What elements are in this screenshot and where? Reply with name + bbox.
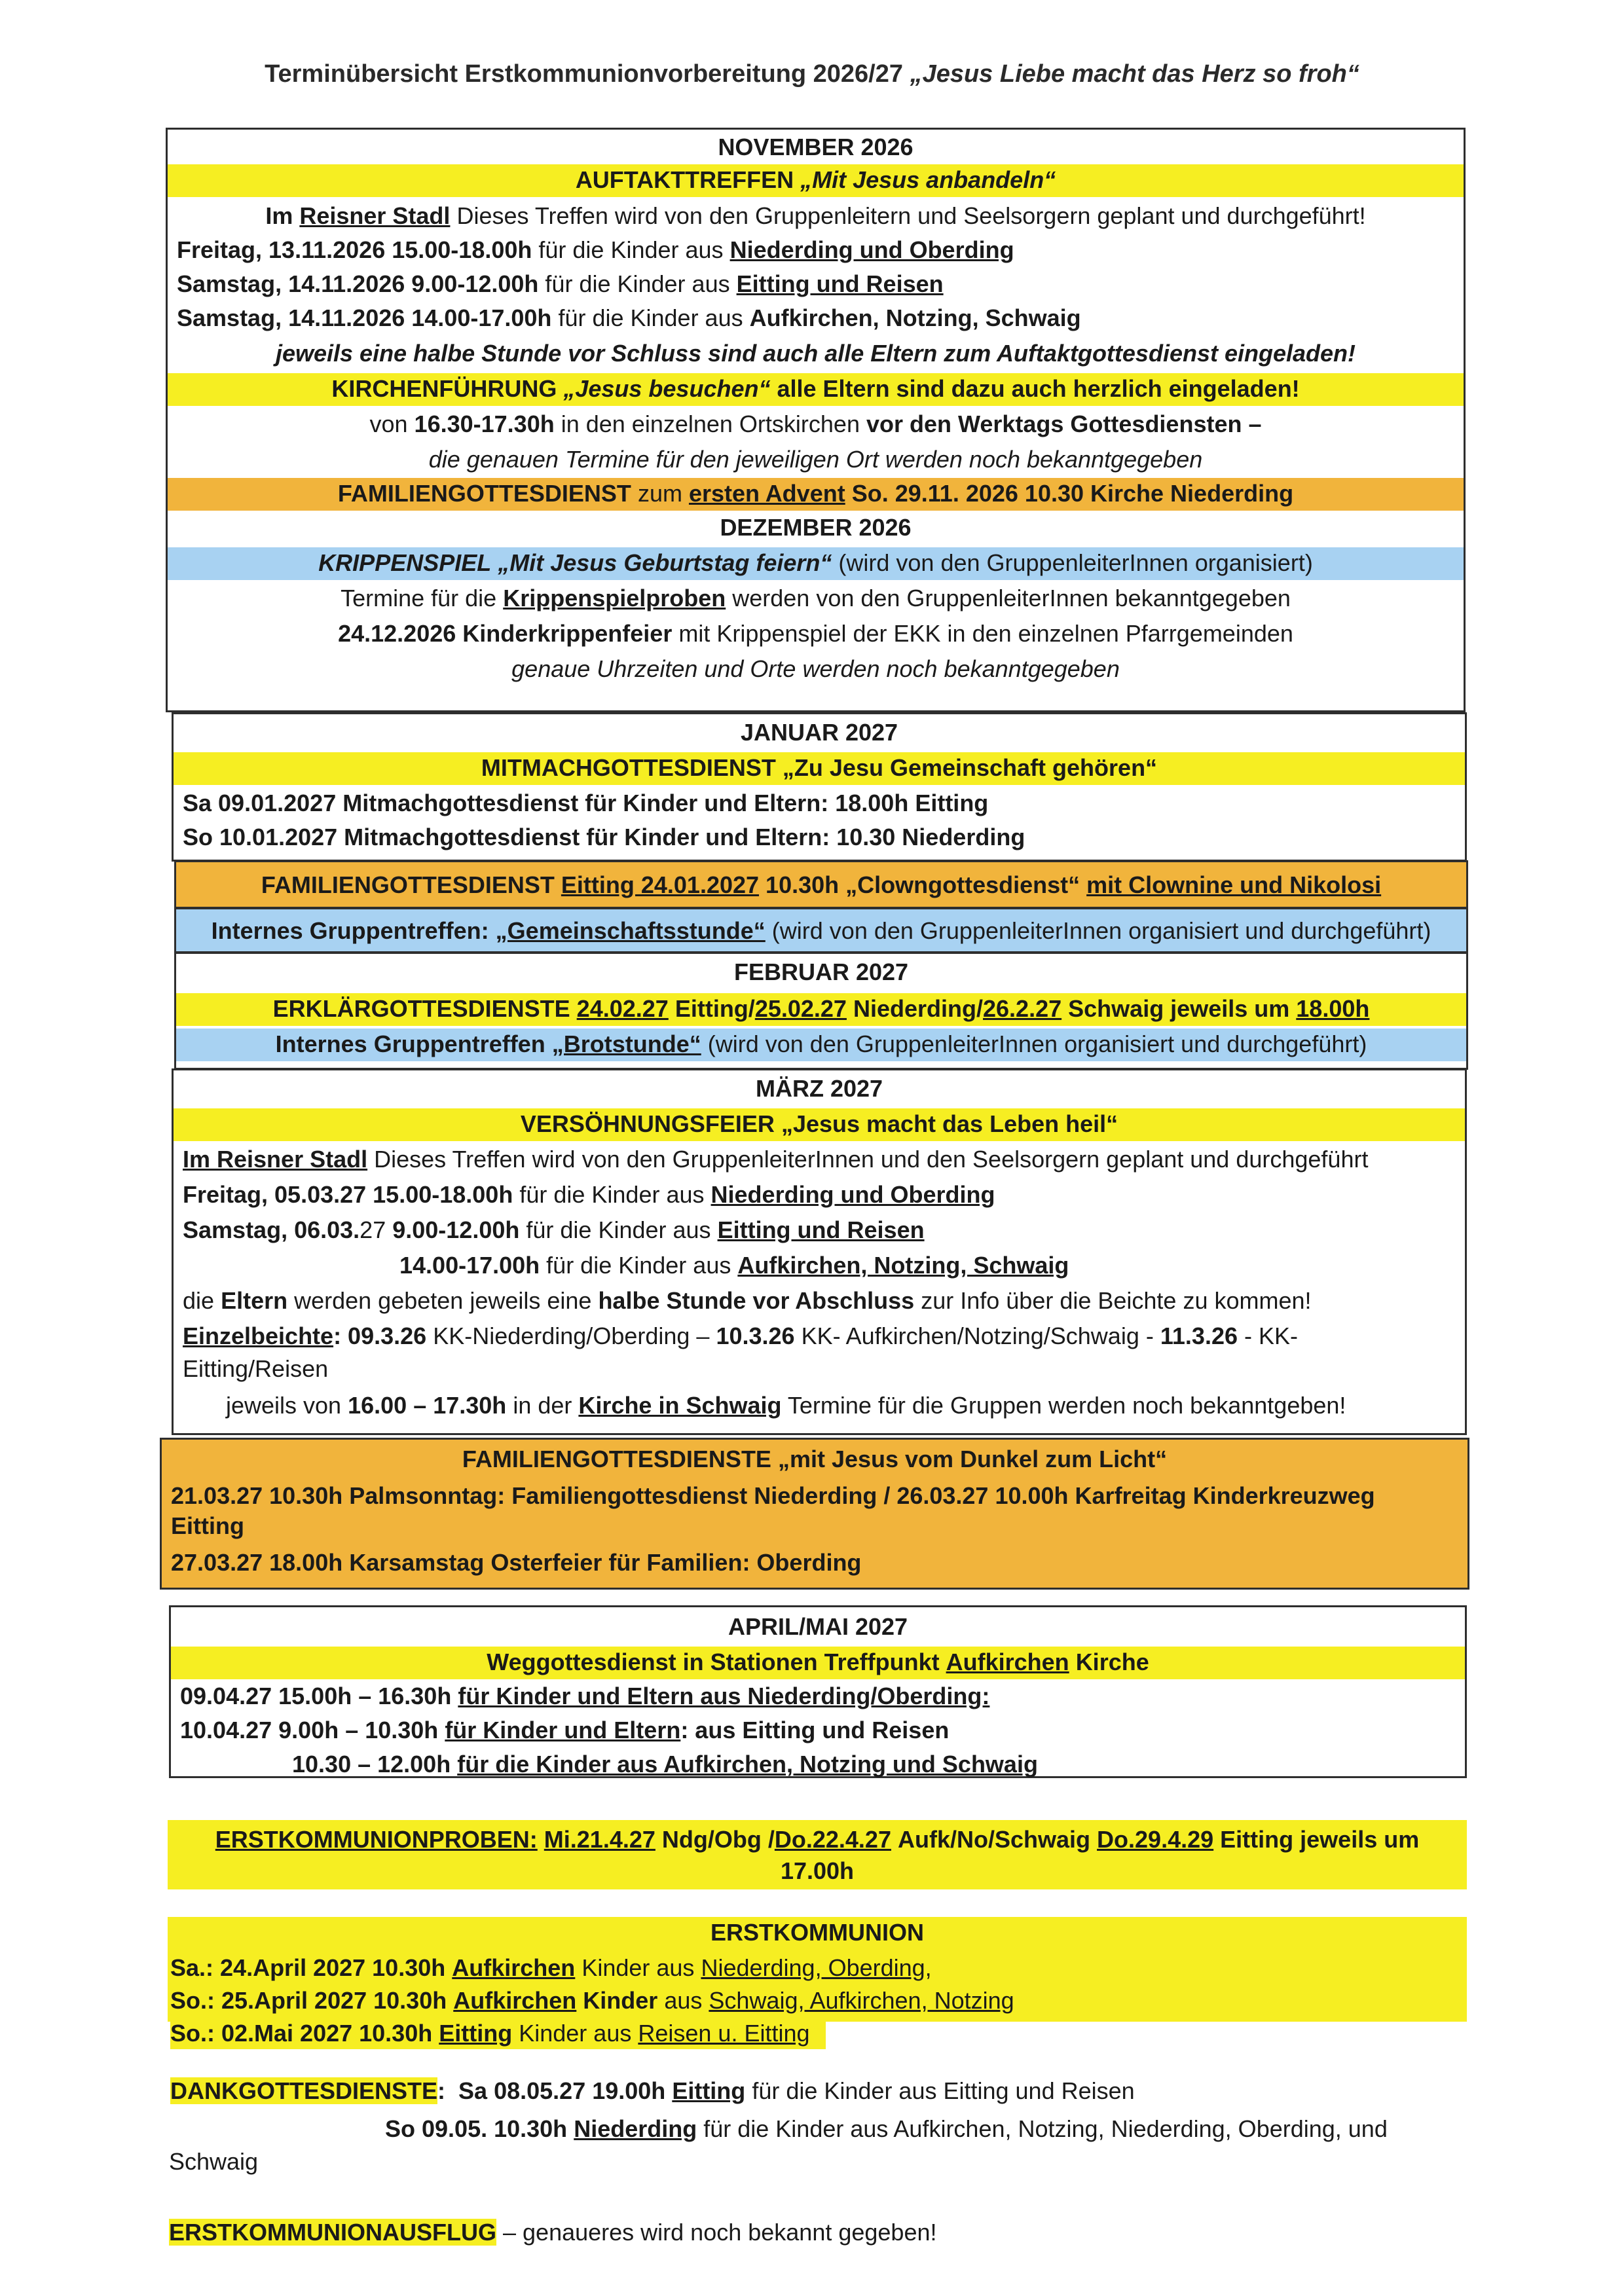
title-motto: „Jesus Liebe macht das Herz so froh“ (910, 60, 1359, 88)
month-heading: FEBRUAR 2027 (733, 958, 909, 985)
versoehnung-date-1: Freitag, 05.03.27 15.00-18.00h für die Kinder aus Niederding und Oberding (183, 1181, 995, 1208)
maerz-section (172, 1068, 1467, 1435)
family-service-text: FAMILIENGOTTESDIENST Eitting 24.01.2027 10.30h „Clowngottesdienst“ mit Clownine und Nikolosi (261, 871, 1382, 898)
dankgottesdienst-2: So 09.05. 10.30h Niederding für die Kinder aus Aufkirchen, Notzing, Niederding, Oberding, und (385, 2115, 1388, 2142)
weggottesdienst-heading: Weggottesdienst in Stationen Treffpunkt Aufkirchen Kirche (171, 1647, 1465, 1679)
krippenspiel-heading: KRIPPENSPIEL „Mit Jesus Geburtstag feiern“ (wird von den GruppenleiterInnen organisiert) (168, 547, 1464, 580)
versoehnung-date-3: 14.00-17.00h für die Kinder aus Aufkirchen, Notzing, Schwaig (399, 1252, 1069, 1279)
auftakt-date-1: Freitag, 13.11.2026 15.00-18.00h für die Kinder aus Niederding und Oberding (177, 236, 1014, 263)
versoehnung-date-2: Samstag, 06.03.27 9.00-12.00h für die Kinder aus Eitting und Reisen (183, 1216, 925, 1243)
advent-family-service: FAMILIENGOTTESDIENST zum ersten Advent So. 29.11. 2026 10.30 Kirche Niederding (168, 478, 1464, 511)
erstkommunion-date-3: So.: 02.Mai 2027 10.30h Eitting Kinder aus Reisen u. Eitting (170, 2018, 826, 2049)
versoehnung-parents: die Eltern werden gebeten jeweils eine halbe Stunde vor Abschluss zur Info über die Beichte zu kommen! (183, 1287, 1312, 1314)
kinderkrippenfeier: 24.12.2026 Kinderkrippenfeier mit Krippenspiel der EKK in den einzelnen Pfarrgemeinden (338, 620, 1293, 647)
month-heading: JANUAR 2027 (740, 719, 898, 746)
januar-family-service (174, 860, 1468, 909)
einzelbeichte: Einzelbeichte: 09.3.26 KK-Niederding/Oberding – 10.3.26 KK- Aufkirchen/Notzing/Schwaig - 11.3.26 - KK- (183, 1322, 1299, 1349)
dankgottesdienst-1: DANKGOTTESDIENSTE: Sa 08.05.27 19.00h Eitting für die Kinder aus Eitting und Reisen (170, 2077, 1135, 2104)
erklaer-services: ERKLÄRGOTTESDIENSTE 24.02.27 Eitting/25.02.27 Niederding/26.2.27 Schwaig jeweils um 18.00h (176, 993, 1466, 1026)
family-services-heading: FAMILIENGOTTESDIENSTE „mit Jesus vom Dunkel zum Licht“ (462, 1446, 1168, 1472)
internal-group-meeting-1 (174, 907, 1468, 953)
month-heading: APRIL/MAI 2027 (728, 1613, 908, 1640)
auftakt-heading: AUFTAKTTREFFEN „Mit Jesus anbandeln“ (168, 164, 1464, 197)
erstkommunion-block (168, 1917, 1467, 2022)
family-service-line-2: Eitting (171, 1512, 244, 1539)
erstkommunion-ausflug: ERSTKOMMUNIONAUSFLUG – genaueres wird noch bekannt gegeben! (169, 2219, 937, 2246)
krippenspiel-proben: Termine für die Krippenspielproben werden von den GruppenleiterInnen bekanntgegeben (341, 585, 1291, 611)
weggottesdienst-1: 09.04.27 15.00h – 16.30h für Kinder und Eltern aus Niederding/Oberding: (180, 1683, 990, 1709)
internal-group-meeting-2: Internes Gruppentreffen „Brotstunde“ (wird von den GruppenleiterInnen organisiert und durchgeführt) (176, 1029, 1466, 1061)
kirchenfuehrung-note: die genauen Termine für den jeweiligen Ort werden noch bekanntgegeben (428, 446, 1203, 473)
versoehnung-place: Im Reisner Stadl Dieses Treffen wird von den GruppenleiterInnen und den Seelsorgern geplant und durchgeführt (183, 1146, 1369, 1173)
erstkommunion-proben: ERSTKOMMUNIONPROBEN: Mi.21.4.27 Ndg/Obg /Do.22.4.27 Aufk/No/Schwaig Do.29.4.29 Eitting jeweils um 17.00h (168, 1820, 1467, 1889)
family-service-line-1: 21.03.27 10.30h Palmsonntag: Familiengottesdienst Niederding / 26.03.27 10.00h Karfreitag Kinderkreuzweg (171, 1482, 1375, 1509)
januar-section (172, 712, 1467, 862)
auftakt-place: Im Reisner Stadl Dieses Treffen wird von den Gruppenleitern und Seelsorgern geplant und durchgeführt! (265, 202, 1366, 229)
erstkommunion-date-2: So.: 25.April 2027 10.30h Aufkirchen Kinder aus Schwaig, Aufkirchen, Notzing (170, 1987, 1014, 2014)
maerz-family-services (160, 1438, 1469, 1590)
group-meeting-text: Internes Gruppentreffen: „Gemeinschaftsstunde“ (wird von den GruppenleiterInnen organisiert und durchgeführt) (211, 917, 1431, 944)
kirchenfuehrung-heading: KIRCHENFÜHRUNG „Jesus besuchen“ alle Eltern sind dazu auch herzlich eingeladen! (168, 373, 1464, 406)
auftakt-date-2: Samstag, 14.11.2026 9.00-12.00h für die Kinder aus Eitting und Reisen (177, 270, 944, 297)
auftakt-date-3: Samstag, 14.11.2026 14.00-17.00h für die Kinder aus Aufkirchen, Notzing, Schwaig (177, 304, 1081, 331)
november-december-section (166, 128, 1466, 712)
page-title (0, 60, 1624, 88)
auftakt-parents-note: jeweils eine halbe Stunde vor Schluss sind auch alle Eltern zum Auftaktgottesdienst eingeladen! (275, 340, 1356, 367)
februar-section (174, 952, 1468, 1070)
mitmach-date-1: Sa 09.01.2027 Mitmachgottesdienst für Kinder und Eltern: 18.00h Eitting (183, 790, 989, 816)
mitmach-heading: MITMACHGOTTESDIENST „Zu Jesu Gemeinschaft gehören“ (174, 752, 1465, 785)
weggottesdienst-2: 10.04.27 9.00h – 10.30h für Kinder und Eltern: aus Eitting und Reisen (180, 1717, 950, 1743)
month-heading: NOVEMBER 2026 (718, 134, 913, 160)
erstkommunion-heading: ERSTKOMMUNION (710, 1919, 924, 1946)
kirchenfuehrung-time: von 16.30-17.30h in den einzelnen Ortskirchen vor den Werktags Gottesdiensten – (369, 410, 1262, 437)
dankgottesdienst-3: Schwaig (169, 2148, 259, 2175)
erstkommunion-date-1: Sa.: 24.April 2027 10.30h Aufkirchen Kinder aus Niederding, Oberding, (170, 1954, 932, 1981)
title-text: Terminübersicht Erstkommunionvorbereitung 2026/27 (265, 60, 903, 88)
mitmach-date-2: So 10.01.2027 Mitmachgottesdienst für Kinder und Eltern: 10.30 Niederding (183, 824, 1025, 850)
einzelbeichte-times: jeweils von 16.00 – 17.30h in der Kirche in Schwaig Termine für die Gruppen werden noch bekanntgeben! (226, 1392, 1346, 1419)
month-heading: MÄRZ 2027 (755, 1075, 883, 1102)
family-service-line-3: 27.03.27 18.00h Karsamstag Osterfeier für Familien: Oberding (171, 1549, 862, 1576)
versoehnung-heading: VERSÖHNUNGSFEIER „Jesus macht das Leben heil“ (174, 1108, 1465, 1141)
krippenfeier-note: genaue Uhrzeiten und Orte werden noch bekanntgegeben (511, 655, 1120, 682)
month-heading: DEZEMBER 2026 (720, 514, 912, 541)
weggottesdienst-3: 10.30 – 12.00h für die Kinder aus Aufkirchen, Notzing und Schwaig (292, 1751, 1038, 1777)
einzelbeichte-cont: Eitting/Reisen (183, 1355, 329, 1382)
